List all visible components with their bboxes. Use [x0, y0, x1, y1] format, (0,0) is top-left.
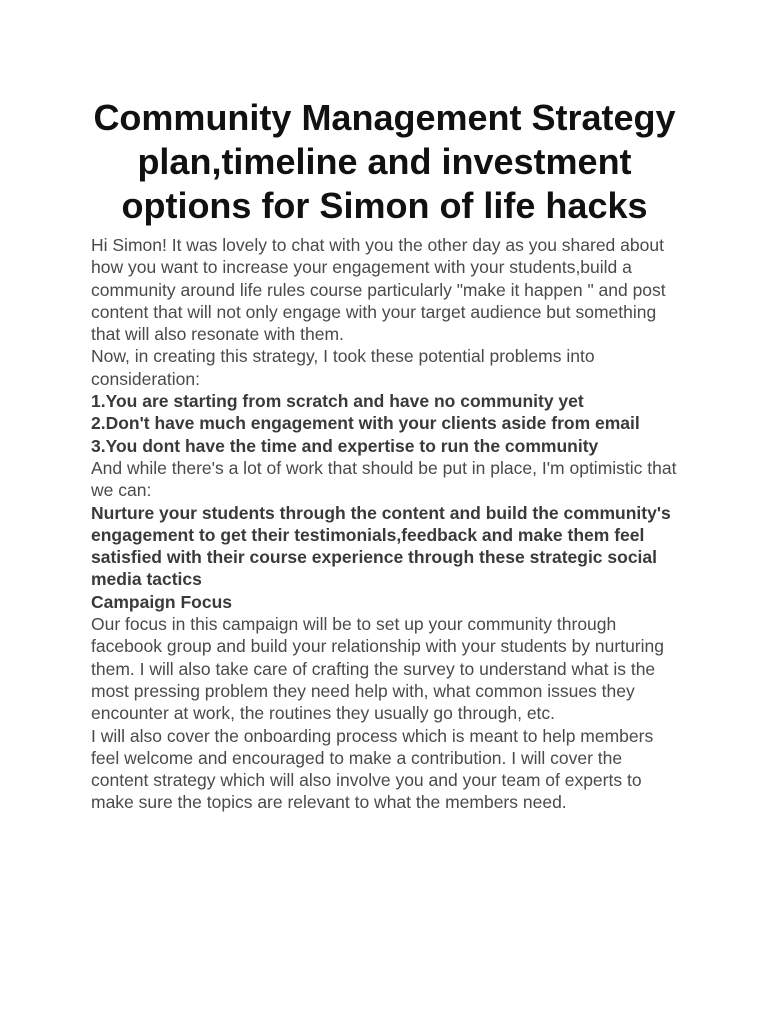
- problem-item-3: 3.You dont have the time and expertise to run the community: [91, 435, 599, 456]
- document-title: Community Management Strategy plan,timeline and investment options for Simon of life hacks: [93, 97, 676, 226]
- problem-item-2: 2.Don't have much engagement with your clients aside from email: [91, 413, 640, 434]
- problems-intro: Now, in creating this strategy, I took these potential problems into consideration:: [91, 346, 595, 389]
- intro-paragraph: Hi Simon! It was lovely to chat with you the other day as you shared about how you want to increase your engagement with your students,build a community around life rules course particularly "make it happen " and post content that will not only engage with your target audience but something that will also resonate with them.: [91, 235, 666, 345]
- problem-item-1: 1.You are starting from scratch and have no community yet: [91, 391, 584, 412]
- campaign-paragraph-2: I will also cover the onboarding process which is meant to help members feel welcome and encouraged to make a contribution. I will cover the content strategy which will also involve you and your team of experts to make sure the topics are relevant to what the members need.: [91, 725, 654, 813]
- campaign-focus-heading: Campaign Focus: [91, 591, 232, 612]
- goal-statement: Nurture your students through the content and build the community's engagement to get their testimonials,feedback and make them feel satisfied with their course experience through these strategic social media tactics: [91, 502, 671, 590]
- optimism-paragraph: And while there's a lot of work that should be put in place, I'm optimistic that we can:: [91, 457, 677, 501]
- campaign-paragraph-1: Our focus in this campaign will be to set up your community through facebook group and build your relationship with your students by nurturing them. I will also take care of crafting the survey to understand what is the most pressing problem they need help with, what common issues they encounter at work, the routines they usually go through, etc.: [91, 614, 664, 724]
